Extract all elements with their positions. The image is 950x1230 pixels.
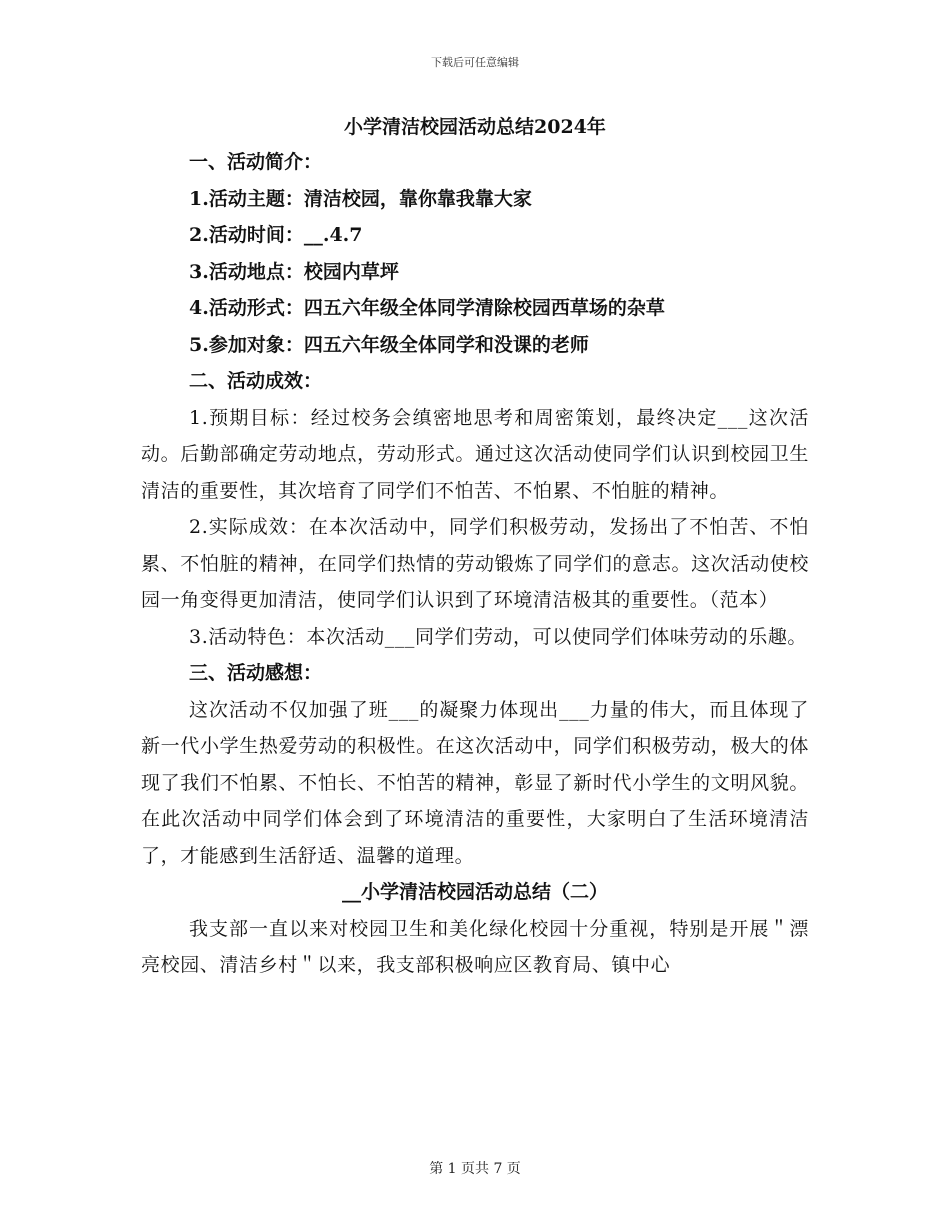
intro-item: 5.参加对象：四五六年级全体同学和没课的老师 <box>189 333 589 356</box>
header-note: 下载后可任意编辑 <box>431 56 519 69</box>
section-heading: 二、活动成效： <box>189 370 323 392</box>
paragraph: 这次活动不仅加强了班___的凝聚力体现出___力量的伟大，而且体现了新一代小学生热爱劳动的积极性。在这次活动中，同学们积极劳动，极大的体现了我们不怕累、不怕长、不怕苦的精神，彰显了新时代小学生的文明风貌。在此次活动中同学们体会到了环境清洁的重要性，大家明白了生活环境清洁了，才能感到生活舒适、温馨的道理。 <box>141 698 809 867</box>
intro-item: 4.活动形式：四五六年级全体同学清除校园西草场的杂草 <box>189 297 665 319</box>
section-heading: 一、活动简介： <box>189 151 323 173</box>
paragraph: 3.活动特色：本次活动___同学们劳动，可以使同学们体味劳动的乐趣。 <box>189 625 808 648</box>
intro-item: 2.活动时间：__.4.7 <box>189 224 363 246</box>
sub-document-title: __小学清洁校园活动总结（二） <box>341 881 608 903</box>
document-body <box>141 112 809 984</box>
paragraph: 1.预期目标：经过校务会缜密地思考和周密策划，最终决定___这次活动。后勤部确定劳动地点，劳动形式。通过这次活动使同学们认识到校园卫生清洁的重要性，其次培育了同学们不怕苦、不怕累、不怕脏的精神。 <box>141 406 809 502</box>
intro-item: 3.活动地点：校园内草坪 <box>189 260 399 283</box>
paragraph: 我支部一直以来对校园卫生和美化绿化校园十分重视，特别是开展＂漂亮校园、清洁乡村＂以来，我支部积极响应区教育局、镇中心 <box>141 917 809 976</box>
intro-item: 1.活动主题：清洁校园，靠你靠我靠大家 <box>189 187 532 210</box>
section-heading: 三、活动感想： <box>189 662 323 684</box>
document-title: 小学清洁校园活动总结2024年 <box>344 116 606 138</box>
page-footer: 第 1 页共 7 页 <box>429 1161 521 1177</box>
paragraph: 2.实际成效：在本次活动中，同学们积极劳动，发扬出了不怕苦、不怕累、不怕脏的精神，在同学们热情的劳动锻炼了同学们的意志。这次活动使校园一角变得更加清洁，使同学们认识到了环境清洁极其的重要性。（范本） <box>141 516 809 611</box>
